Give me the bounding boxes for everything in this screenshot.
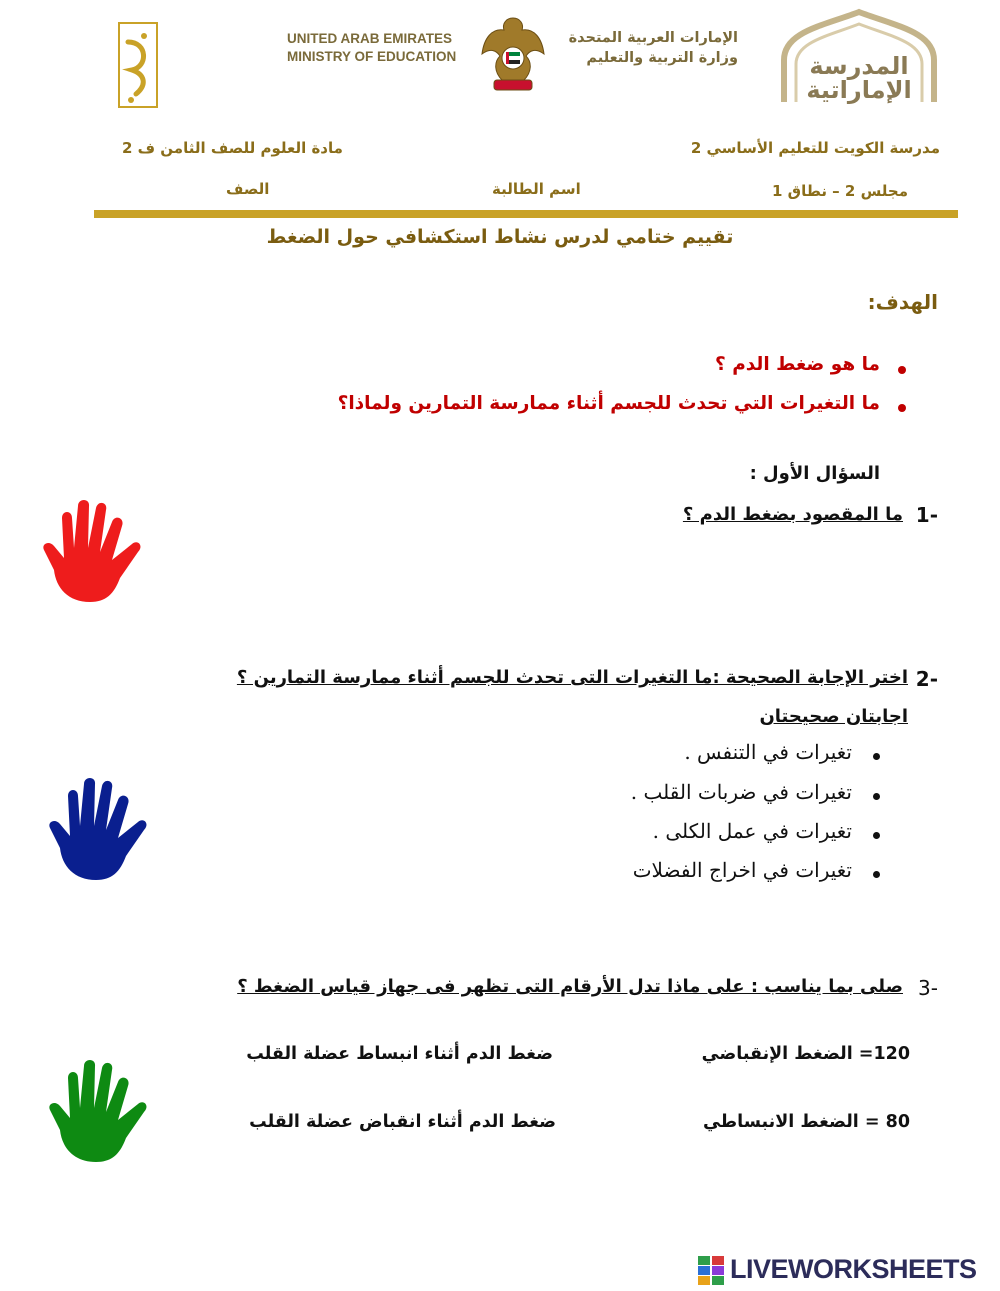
match-left-item[interactable]: 120= الضغط الإنقباضي <box>701 1044 910 1064</box>
ministry-en-line2: MINISTRY OF EDUCATION <box>287 49 457 64</box>
question2-number: 2- <box>915 667 938 691</box>
question3-text: صلى بما يناسب : على ماذا تدل الأرقام التى تظهر فى جهاز قياس الضغط ؟ <box>237 976 903 997</box>
question1-text: ما المقصود بضغط الدم ؟ <box>682 504 903 525</box>
liveworksheets-brand: LIVEWORKSHEETS <box>730 1254 977 1284</box>
red-hand-icon <box>40 498 144 606</box>
goal-item: ما هو ضغط الدم ؟ <box>715 354 880 375</box>
school-logo-line1: المدرسة <box>809 52 909 80</box>
blue-hand-icon <box>46 776 150 884</box>
match-right-item[interactable]: ضغط الدم أثناء انبساط عضلة القلب <box>246 1044 553 1064</box>
school-name: مدرسة الكويت للتعليم الأساسي 2 <box>690 139 940 157</box>
ministry-en-line1: UNITED ARAB EMIRATES <box>287 31 452 46</box>
subject-label: مادة العلوم للصف الثامن ف 2 <box>122 139 343 157</box>
header-divider <box>94 210 958 218</box>
question2-text: اختر الإجابة الصحيحة :ما التغيرات التى تحدث للجسم أثناء ممارسة التمارين ؟ <box>236 667 908 688</box>
uae-emblem-icon <box>480 14 546 94</box>
option-bullet-icon <box>873 753 880 760</box>
question1-heading: السؤال الأول : <box>749 463 880 484</box>
match-right-item[interactable]: ضغط الدم أثناء انقباض عضلة القلب <box>249 1112 556 1132</box>
match-left-item[interactable]: 80 = الضغط الانبساطي <box>702 1112 910 1132</box>
left-logo-icon <box>118 22 158 108</box>
class-label: الصف <box>226 180 270 198</box>
goals-label: الهدف: <box>867 290 938 314</box>
option-bullet-icon <box>873 832 880 839</box>
ministry-ar-line2: وزارة التربية والتعليم <box>586 50 738 66</box>
goal-item: ما التغيرات التي تحدث للجسم أثناء ممارسة التمارين ولماذا؟ <box>337 393 880 414</box>
goal-bullet-icon <box>898 366 906 374</box>
option-bullet-icon <box>873 871 880 878</box>
answer-option[interactable]: تغيرات في ضربات القلب . <box>630 780 852 804</box>
answer-option[interactable]: تغيرات في عمل الكلى . <box>652 819 852 843</box>
answer-option[interactable]: تغيرات في اخراج الفضلات <box>632 858 852 882</box>
question1-number: 1- <box>915 503 938 527</box>
ministry-ar-line1: الإمارات العربية المتحدة <box>568 30 738 46</box>
liveworksheets-logo-icon <box>698 1256 726 1286</box>
green-hand-icon <box>46 1058 150 1166</box>
council-label: مجلس 2 – نطاق 1 <box>772 182 908 200</box>
goal-bullet-icon <box>898 404 906 412</box>
question3-number: 3- <box>918 976 938 1000</box>
ministry-name-ar <box>558 28 738 68</box>
worksheet-title: تقييم ختامي لدرس نشاط استكشافي حول الضغط <box>266 226 734 248</box>
ministry-name-en <box>287 30 456 66</box>
question2-note: اجابتان صحيحتان <box>759 706 908 727</box>
school-logo-line2: الإماراتية <box>806 76 912 104</box>
answer-option[interactable]: تغيرات في التنفس . <box>684 740 852 764</box>
student-name-label: اسم الطالبة <box>492 180 581 198</box>
option-bullet-icon <box>873 793 880 800</box>
school-logo <box>778 8 940 104</box>
